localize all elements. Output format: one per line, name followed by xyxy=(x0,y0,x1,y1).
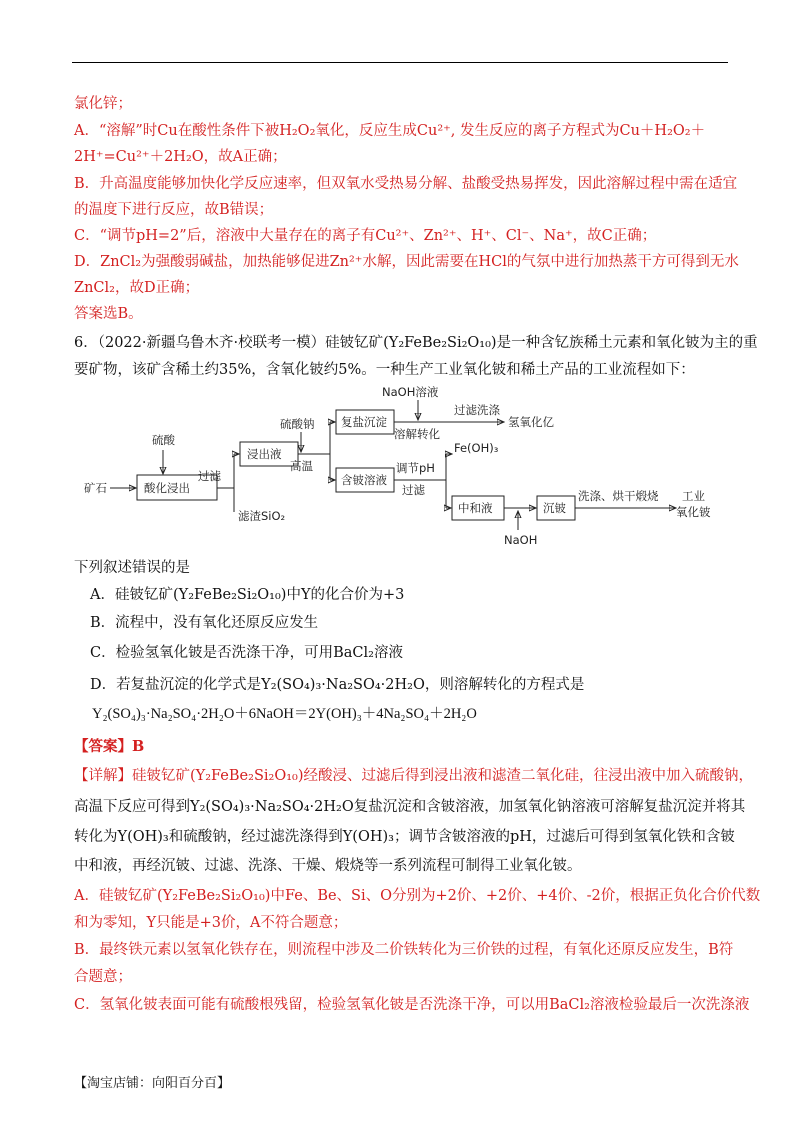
flow-naoh: NaOH xyxy=(504,533,538,547)
flow-filter-2: 过滤 xyxy=(402,483,425,497)
flow-dissolve: 溶解转化 xyxy=(394,427,440,441)
flow-filter-1: 过滤 xyxy=(198,469,221,483)
flow-product-1: 工业 xyxy=(682,489,705,503)
text-line: ZnCl₂，故D正确； xyxy=(74,280,200,296)
flow-filter-wash: 过滤洗涤 xyxy=(454,403,500,417)
explanation-a: A．硅铍钇矿(Y₂FeBe₂Si₂O₁₀)中Fe、Be、Si、O分别为+2价、+2价、+4价、-2价，根据正负化合价代数 xyxy=(74,888,761,904)
option-b: B．流程中，没有氧化还原反应发生 xyxy=(90,615,319,631)
flow-acid-leach: 酸化浸出 xyxy=(144,481,190,495)
flow-ore: 矿石 xyxy=(84,481,107,495)
flow-fe-oh3: Fe(OH)₃ xyxy=(454,441,499,455)
text-line: 氯化锌； xyxy=(74,96,132,112)
process-flow-diagram xyxy=(84,384,724,554)
question-stem: 要矿物，该矿含稀土约35%，含氧化铍约5%。一种生产工业氧化铍和稀土产品的工业流程如下： xyxy=(74,362,695,378)
option-d: D．若复盐沉淀的化学式是Y₂(SO₄)₃·Na₂SO₄·2H₂O，则溶解转化的方程式是 xyxy=(90,677,585,693)
text-line: C．“调节pH=2”后，溶液中大量存在的离子有Cu²⁺、Zn²⁺、H⁺、Cl⁻、Na⁺，故C正确； xyxy=(74,228,657,244)
flow-acid: 硫酸 xyxy=(152,433,175,447)
footer-shop: 【淘宝店铺：向阳百分百】 xyxy=(74,1076,231,1091)
flow-yttrium-hydroxide: 氢氧化亿 xyxy=(508,415,554,429)
option-a: A．硅铍钇矿(Y₂FeBe₂Si₂O₁₀)中Y的化合价为+3 xyxy=(90,587,405,603)
explanation-b: B．最终铁元素以氢氧化铁存在，则流程中涉及二价铁转化为三价铁的过程，有氧化还原反应发生，B符 xyxy=(74,942,734,958)
text-line: A．“溶解”时Cu在酸性条件下被H₂O₂氧化，反应生成Cu²⁺, 发生反应的离子方程式为Cu＋H₂O₂＋ xyxy=(74,123,706,139)
explanation-line: 转化为Y(OH)₃和硫酸钠，经过滤洗涤得到Y(OH)₃；调节含铍溶液的pH，过滤后可得到氢氧化铁和含铍 xyxy=(74,829,735,845)
explanation-line: 【详解】硅铍钇矿(Y₂FeBe₂Si₂O₁₀)经酸浸、过滤后得到浸出液和滤渣二氧化硅，往浸出液中加入硫酸钠， xyxy=(74,768,753,784)
answer-label: 【答案】B xyxy=(74,738,145,755)
flow-sodium-sulfate: 硫酸钠 xyxy=(280,417,315,431)
option-d-equation: Y₂(SO₄)₃·Na₂SO₄·2H₂O＋6NaOH＝2Y(OH)₃＋4Na₂SO₄＋2H₂O xyxy=(92,706,477,722)
flow-product-2: 氧化铍 xyxy=(676,505,711,519)
answer-summary: 答案选B。 xyxy=(74,306,143,322)
header-rule xyxy=(72,62,728,63)
flow-wash-dry: 洗涤、烘干煅烧 xyxy=(578,489,659,503)
flow-neutral-liquid: 中和液 xyxy=(458,501,493,515)
flow-naoh-solution: NaOH溶液 xyxy=(382,385,439,399)
text-line: 2H⁺=Cu²⁺＋2H₂O，故A正确； xyxy=(74,149,287,165)
text-line: D．ZnCl₂为强酸弱碱盐，加热能够促进Zn²⁺水解，因此需要在HCl的气氛中进行加热蒸干方可得到无水 xyxy=(74,254,739,270)
explanation-c: C．氢氧化铍表面可能有硫酸根残留，检验氢氧化铍是否洗涤干净，可以用BaCl₂溶液检验最后一次洗涤液 xyxy=(74,997,750,1013)
text-line: B．升高温度能够加快化学反应速率，但双氧水受热易分解、盐酸受热易挥发，因此溶解过程中需在适宜 xyxy=(74,176,738,192)
explanation-line: 高温下反应可得到Y₂(SO₄)₃·Na₂SO₄·2H₂O复盐沉淀和含铍溶液，加氢氧化钠溶液可溶解复盐沉淀并将其 xyxy=(74,799,746,815)
explanation-b: 合题意； xyxy=(74,969,132,985)
question-stem: 6．（2022·新疆乌鲁木齐·校联考一模）硅铍钇矿(Y₂FeBe₂Si₂O₁₀)是一种含钇族稀土元素和氧化铍为主的重 xyxy=(74,335,758,351)
text-line: 的温度下进行反应，故B错误； xyxy=(74,202,274,218)
question-prompt: 下列叙述错误的是 xyxy=(74,560,190,576)
explanation-a: 和为零知，Y只能是+3价，A不符合题意； xyxy=(74,915,348,931)
flow-adjust-ph: 调节pH xyxy=(396,461,435,475)
option-c: C．检验氢氧化铍是否洗涤干净，可用BaCl₂溶液 xyxy=(90,645,403,661)
flow-be-precip: 沉铍 xyxy=(543,501,566,515)
flow-be-solution: 含铍溶液 xyxy=(341,473,387,487)
explanation-line: 中和液，再经沉铍、过滤、洗涤、干燥、煅烧等一系列流程可制得工业氧化铍。 xyxy=(74,858,582,874)
flow-leachate: 浸出液 xyxy=(247,447,282,461)
flow-residue: 滤渣SiO₂ xyxy=(238,509,286,523)
flow-double-salt: 复盐沉淀 xyxy=(341,415,387,429)
flow-high-temp: 高温 xyxy=(290,459,313,473)
